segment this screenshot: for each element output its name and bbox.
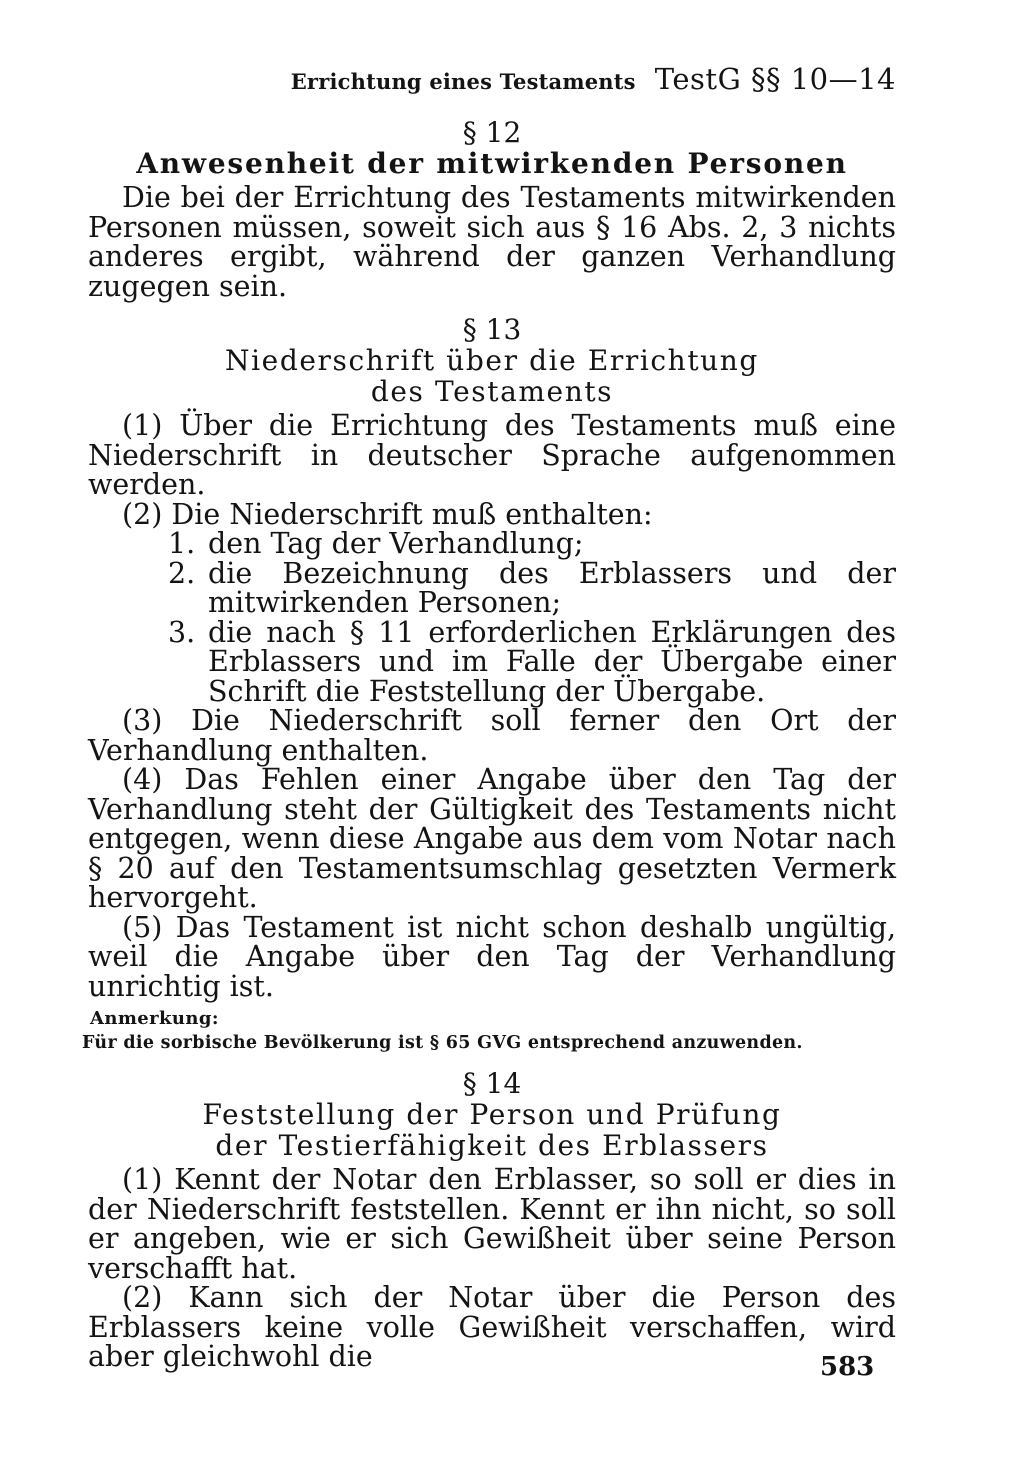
list-item-text: den Tag der Verhandlung; — [208, 527, 584, 560]
page-number: 583 — [820, 1352, 875, 1382]
section-paragraph: (1) Kennt der Notar den Erblasser, so soll er dies in der Niederschrift feststellen. Kennt er ihn nicht, so soll er angeben, wie er sich Gewißheit über seine Person verschafft hat. — [88, 1163, 896, 1285]
section-title-line: Niederschrift über die Errichtung — [225, 344, 759, 377]
section-13 — [82, 313, 896, 1055]
section-paragraph: (4) Das Fehlen einer Angabe über den Tag der Verhandlung steht der Gültigkeit des Testaments nicht entgegen, wenn diese Angabe aus dem vom Notar nach § 20 auf den Testamentsumschlag gesetzten Vermerk hervorgeht. — [88, 763, 896, 914]
list-item-text: die nach § 11 erforderlichen Erklärungen des Erblassers und im Falle der Übergabe einer Schrift die Feststellung der Übergabe. — [208, 615, 896, 708]
section-paragraph: (2) Die Niederschrift muß enthalten: — [122, 497, 653, 531]
page-content — [82, 116, 896, 1373]
enumeration-list — [88, 529, 896, 706]
list-item — [88, 529, 896, 559]
section-paragraph: (2) Kann sich der Notar über die Person des Erblassers keine volle Gewißheit verschaffen, wird aber gleichwohl die — [88, 1281, 896, 1373]
section-paragraph: Die bei der Errichtung des Testaments mitwirkenden Personen müssen, soweit sich aus § 16 Abs. 2, 3 nichts anderes ergibt, während der ganzen Verhandlung zugegen sein. — [88, 181, 896, 303]
section-title: Anwesenheit der mitwirkenden Personen — [136, 147, 848, 180]
note-label: Anmerkung: — [90, 1008, 219, 1029]
header-title: Errichtung eines Testaments — [290, 69, 636, 94]
list-item-number: 3. — [168, 615, 196, 649]
list-item — [88, 615, 896, 708]
section-title-line: des Testaments — [370, 375, 614, 408]
list-item-text: die Bezeichnung des Erblassers und der mitwirkenden Personen; — [208, 556, 896, 619]
section-paragraph: (3) Die Niederschrift soll ferner den Ort der Verhandlung enthalten. — [88, 704, 896, 767]
header-reference: TestG §§ 10—14 — [654, 62, 896, 96]
list-item-number: 1. — [168, 527, 196, 560]
section-title — [88, 345, 896, 407]
running-header — [80, 62, 896, 96]
section-paragraph: (1) Über die Errichtung des Testaments muß eine Niederschrift in deutscher Sprache aufgenommen werden. — [88, 409, 896, 501]
note-text: Für die sorbische Bevölkerung ist § 65 GVG entsprechend anzuwenden. — [82, 1033, 803, 1053]
section-paragraph: (5) Das Testament ist nicht schon deshalb ungültig, weil die Angabe über den Tag der Verhandlung unrichtig ist. — [88, 910, 896, 1003]
section-title — [88, 1099, 896, 1161]
section-12 — [88, 118, 896, 301]
section-14 — [88, 1069, 896, 1372]
section-number: § 13 — [462, 313, 522, 346]
section-number: § 12 — [462, 116, 522, 149]
section-number: § 14 — [462, 1067, 522, 1100]
section-title-line: der Testierfähigkeit des Erblassers — [215, 1129, 769, 1162]
section-title-line: Feststellung der Person und Prüfung — [202, 1098, 782, 1131]
list-item-number: 2. — [168, 556, 196, 590]
list-item — [88, 556, 896, 619]
